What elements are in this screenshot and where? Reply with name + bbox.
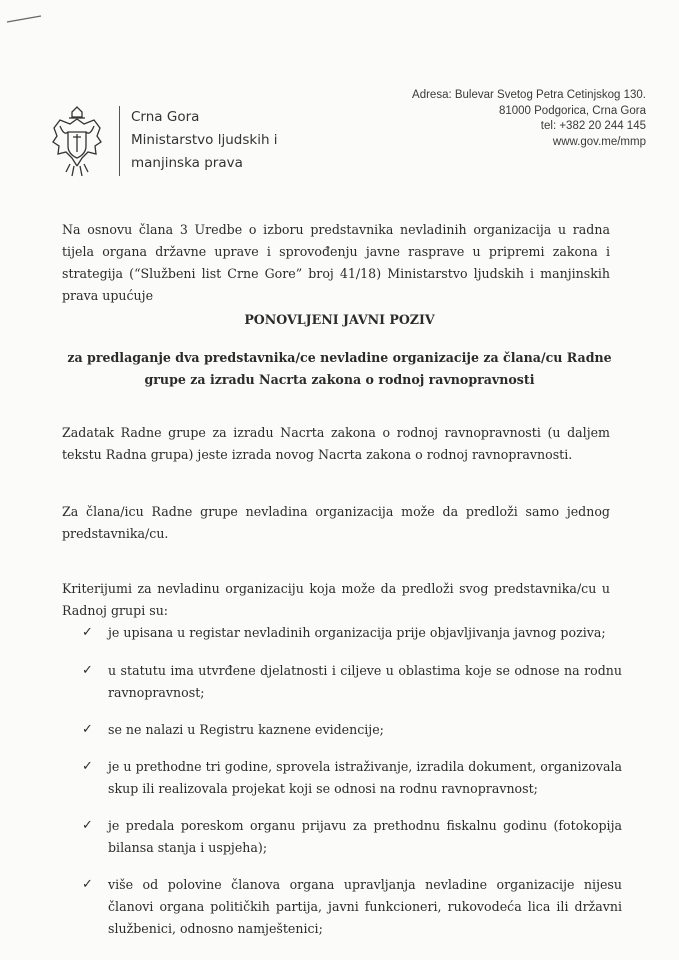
intro-paragraph: Na osnovu člana 3 Uredbe o izboru predstavnika nevladinih organizacija u radna tijela organa državne uprave i sprovođenju javne rasprave u pripremi zakona i strategija (“Službeni list Crne Gore” broj 41/18) Ministarstvo ljudskih i manjinskih prava upućuje — [62, 222, 610, 303]
ministry-line: manjinska prava — [131, 155, 243, 171]
criteria-text: je u prethodne tri godine, sprovela istraživanje, izradila dokument, organizovala skup ili realizovala projekat koji se odnosi na rodnu ravnopravnost; — [108, 759, 622, 796]
task-paragraph: Zadatak Radne grupe za izradu Nacrta zakona o rodnoj ravnopravnosti (u daljem tekstu Radna grupa) jeste izrada novog Nacrta zakona o rodnoj ravnopravnosti. — [62, 425, 610, 462]
address-line: Adresa: Bulevar Svetog Petra Cetinjskog 130. — [412, 89, 646, 101]
check-icon: ✓ — [82, 759, 93, 774]
address-block — [412, 88, 646, 150]
check-icon: ✓ — [82, 625, 93, 640]
check-icon: ✓ — [82, 722, 93, 737]
check-icon: ✓ — [82, 877, 93, 892]
criteria-item — [82, 719, 622, 741]
check-icon: ✓ — [82, 818, 93, 833]
coat-of-arms-icon — [48, 106, 106, 178]
ministry-name — [131, 106, 278, 175]
criteria-item — [82, 874, 622, 940]
criteria-text: je upisana u registar nevladinih organizacija prije objavljivanja javnog poziva; — [108, 625, 606, 640]
criteria-item — [82, 815, 622, 859]
website-link[interactable]: www.gov.me/mmp — [552, 135, 646, 148]
subtitle-line: za predlaganje dva predstavnika/ce nevladine organizacije za člana/cu Radne — [67, 350, 612, 365]
check-icon: ✓ — [82, 663, 93, 678]
address-line: 81000 Podgorica, Crna Gora — [498, 104, 646, 117]
criteria-list — [82, 622, 622, 940]
document-title: PONOVLJENI JAVNI POZIV — [244, 312, 435, 327]
criteria-item — [82, 756, 622, 800]
criteria-text: je predala poreskom organu prijavu za prethodnu fiskalnu godinu (fotokopija bilansa stanja i uspjeha); — [108, 818, 622, 855]
criteria-item — [82, 660, 622, 704]
criteria-item — [82, 622, 622, 644]
ministry-line: Ministarstvo ljudskih i — [131, 132, 278, 148]
member-paragraph: Za člana/icu Radne grupe nevladina organizacija može da predloži samo jednog predstavnika/cu. — [62, 504, 610, 541]
subtitle-line: grupe za izradu Nacrta zakona o rodnoj ravnopravnosti — [144, 372, 535, 387]
criteria-text: u statutu ima utvrđene djelatnosti i ciljeve u oblastima koje se odnose na rodnu ravnopravnost; — [108, 663, 622, 700]
document-subtitle — [0, 347, 679, 391]
header-divider — [119, 106, 120, 176]
address-line: tel: +382 20 244 145 — [540, 120, 646, 132]
ministry-line: Crna Gora — [131, 109, 200, 125]
criteria-text: više od polovine članova organa upravljanja nevladine organizacije nijesu članovi organa političkih partija, javni funkcioneri, rukovodeća lica ili državni službenici, odnosno namještenici; — [108, 877, 622, 936]
criteria-text: se ne nalazi u Registru kaznene evidencije; — [108, 722, 384, 737]
pen-mark — [6, 14, 42, 24]
criteria-intro: Kriterijumi za nevladinu organizaciju koja može da predloži svog predstavnika/cu u Radnoj grupi su: — [62, 581, 610, 618]
